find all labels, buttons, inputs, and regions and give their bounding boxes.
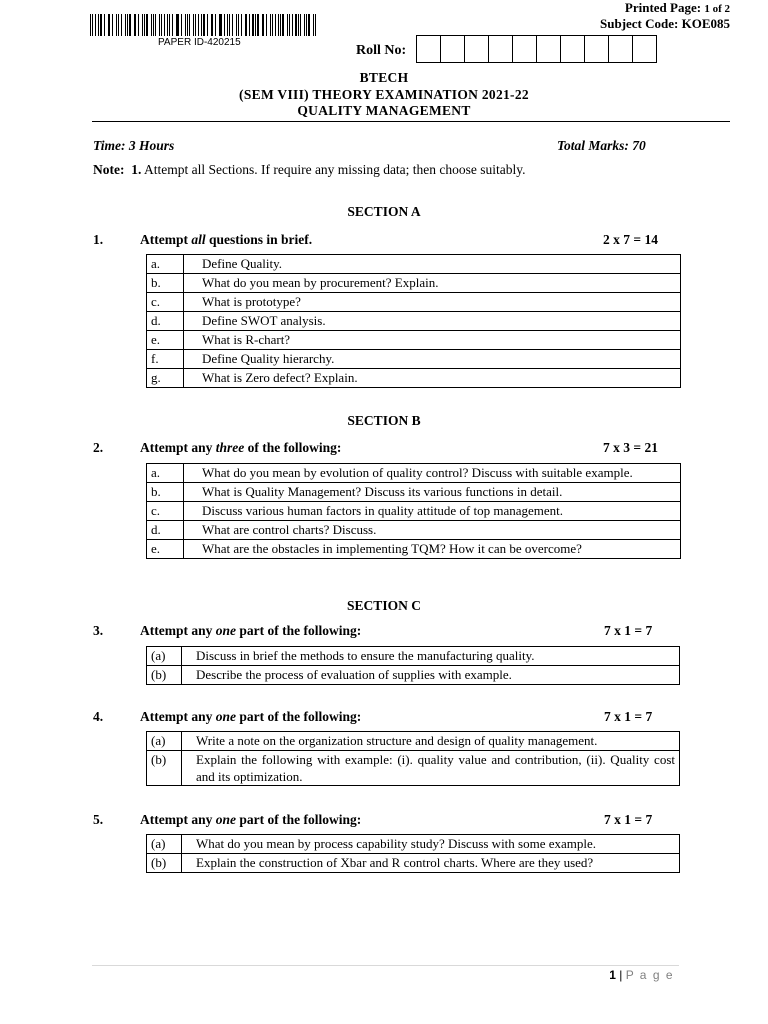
question-text: Define Quality. (184, 255, 681, 274)
question-row (147, 521, 681, 540)
question-label: f. (147, 350, 184, 369)
question-3-table (146, 646, 680, 685)
barcode-bar (100, 14, 102, 36)
barcode-bar (193, 14, 194, 36)
barcode-bar (142, 14, 143, 36)
note-label: Note: (93, 162, 125, 177)
question-text: What is Zero defect? Explain. (184, 369, 681, 388)
question-marks: 7 x 1 = 7 (604, 623, 653, 638)
barcode-bar (109, 14, 110, 36)
barcode-bar (198, 14, 199, 36)
barcode-bar (138, 14, 139, 36)
question-row (147, 293, 681, 312)
question-label: b. (147, 483, 184, 502)
question-label: (a) (147, 835, 182, 854)
barcode-bar (118, 14, 119, 36)
barcode-bar (304, 14, 305, 36)
barcode-bar (189, 14, 190, 36)
question-text: What are the obstacles in implementing TQM? How it can be overcome? (184, 540, 681, 559)
section-c-title: SECTION C (347, 598, 421, 613)
barcode-bar (298, 14, 299, 36)
question-label: g. (147, 369, 184, 388)
roll-no-label: Roll No: (356, 43, 407, 58)
question-row (147, 255, 681, 274)
barcode-bar (195, 14, 196, 36)
exam-time: Time: 3 Hours (93, 138, 175, 153)
barcode-bar (177, 14, 179, 36)
instruction-post: part of the following: (236, 709, 362, 724)
question-label: a. (147, 255, 184, 274)
question-row (147, 751, 680, 786)
note (93, 162, 526, 178)
question-number: 4. (93, 709, 104, 724)
instruction-emphasis: one (215, 709, 236, 724)
question-row (147, 331, 681, 350)
subject-code: Subject Code: KOE085 (600, 16, 730, 31)
barcode-bar (300, 14, 301, 36)
section-a-table (146, 254, 681, 388)
question-label: c. (147, 502, 184, 521)
question-marks: 7 x 3 = 21 (603, 440, 658, 455)
question-text: Explain the following with example: (i). quality value and contribution, (ii). Quality cost and its optimization. (182, 751, 680, 786)
barcode-bar (249, 14, 250, 36)
barcode-bar (153, 14, 154, 36)
barcode-bar (241, 14, 242, 36)
question-instruction (140, 623, 361, 639)
barcode-bar (127, 14, 128, 36)
barcode-bar (121, 14, 123, 36)
barcode-bar (272, 14, 273, 36)
question-text: Explain the construction of Xbar and R control charts. Where are they used? (182, 854, 680, 873)
question-label: b. (147, 274, 184, 293)
title-subject: QUALITY MANAGEMENT (297, 103, 471, 118)
barcode-bar (159, 14, 160, 36)
barcode (90, 14, 318, 36)
header-divider (92, 121, 730, 122)
barcode-bar (229, 14, 231, 36)
barcode-bar (95, 14, 96, 36)
question-text: What is R-chart? (184, 331, 681, 350)
barcode-bar (215, 14, 216, 36)
question-instruction (140, 440, 341, 456)
page-number: 1 (609, 968, 616, 982)
barcode-bar (176, 14, 177, 36)
barcode-bar (211, 14, 212, 36)
barcode-bar (98, 14, 99, 36)
question-row (147, 483, 681, 502)
barcode-bar (185, 14, 186, 36)
barcode-bar (146, 14, 148, 36)
barcode-bar (125, 14, 126, 36)
roll-no-box[interactable] (513, 36, 537, 62)
barcode-bar (287, 14, 288, 36)
roll-no-box[interactable] (633, 36, 656, 62)
barcode-bar (108, 14, 109, 36)
question-number: 1. (93, 232, 104, 247)
barcode-bar (246, 14, 247, 36)
barcode-bar (207, 14, 208, 36)
question-instruction (140, 232, 312, 248)
barcode-bar (245, 14, 246, 36)
title-exam: (SEM VIII) THEORY EXAMINATION 2021-22 (239, 87, 529, 102)
question-text: What do you mean by evolution of quality control? Discuss with suitable example. (184, 464, 681, 483)
section-b-table (146, 463, 681, 559)
printed-page-label: Printed Page: (624, 0, 702, 15)
question-number: 5. (93, 812, 104, 827)
barcode-bar (187, 14, 188, 36)
roll-no-box[interactable] (489, 36, 513, 62)
roll-no-box[interactable] (465, 36, 489, 62)
instruction-pre: Attempt any (140, 709, 216, 724)
printed-page (625, 0, 730, 16)
question-label: (a) (147, 732, 182, 751)
paper-id: PAPER ID-420215 (158, 37, 241, 48)
instruction-emphasis: all (191, 232, 206, 247)
barcode-bar (262, 14, 263, 36)
instruction-emphasis: three (215, 440, 245, 455)
question-row (147, 502, 681, 521)
barcode-bar (270, 14, 271, 36)
total-marks: Total Marks: 70 (557, 138, 646, 153)
barcode-bar (236, 14, 237, 36)
barcode-bar (129, 14, 130, 36)
question-4-table (146, 731, 680, 786)
title-degree: BTECH (359, 70, 409, 85)
roll-no-box[interactable] (441, 36, 465, 62)
question-label: (b) (147, 666, 182, 685)
question-marks: 7 x 1 = 7 (604, 709, 653, 724)
barcode-bar (238, 14, 239, 36)
barcode-bar (313, 14, 314, 36)
instruction-pre: Attempt (140, 232, 192, 247)
roll-no-box[interactable] (609, 36, 633, 62)
barcode-bar (151, 14, 152, 36)
roll-no-box[interactable] (585, 36, 609, 62)
barcode-bar (224, 14, 225, 36)
barcode-bar (280, 14, 281, 36)
question-marks: 7 x 1 = 7 (604, 812, 653, 827)
question-text: What is prototype? (184, 293, 681, 312)
note-text: Attempt all Sections. If require any missing data; then choose suitably. (141, 162, 526, 177)
instruction-post: part of the following: (236, 812, 362, 827)
question-row (147, 854, 680, 873)
question-row (147, 666, 680, 685)
question-label: e. (147, 540, 184, 559)
barcode-bar (181, 14, 182, 36)
barcode-bar (116, 14, 117, 36)
question-text: What is Quality Management? Discuss its various functions in detail. (184, 483, 681, 502)
barcode-bar (134, 14, 135, 36)
barcode-bar (315, 14, 316, 36)
barcode-bar (232, 14, 233, 36)
barcode-bar (308, 14, 310, 36)
question-text: What do you mean by procurement? Explain. (184, 274, 681, 293)
question-row (147, 732, 680, 751)
question-number: 2. (93, 440, 104, 455)
question-text: What do you mean by process capability study? Discuss with some example. (182, 835, 680, 854)
footer-divider (92, 965, 679, 966)
question-row (147, 350, 681, 369)
question-row (147, 647, 680, 666)
barcode-bar (306, 14, 307, 36)
barcode-bar (112, 14, 113, 36)
barcode-bar (172, 14, 173, 36)
barcode-bar (295, 14, 296, 36)
instruction-post: questions in brief. (205, 232, 313, 247)
instruction-emphasis: one (215, 623, 236, 638)
question-text: Write a note on the organization structure and design of quality management. (182, 732, 680, 751)
question-marks: 2 x 7 = 14 (603, 232, 658, 247)
question-instruction (140, 709, 361, 725)
barcode-bar (292, 14, 293, 36)
question-row (147, 835, 680, 854)
question-label: (b) (147, 751, 182, 786)
instruction-emphasis: one (215, 812, 236, 827)
question-text: Describe the process of evaluation of supplies with example. (182, 666, 680, 685)
barcode-bar (289, 14, 290, 36)
barcode-bar (220, 14, 221, 36)
barcode-bar (257, 14, 259, 36)
roll-no-box[interactable] (537, 36, 561, 62)
barcode-bar (266, 14, 267, 36)
question-label: e. (147, 331, 184, 350)
instruction-pre: Attempt any (140, 812, 216, 827)
question-text: Discuss various human factors in quality attitude of top management. (184, 502, 681, 521)
barcode-bar (135, 14, 136, 36)
question-row (147, 274, 681, 293)
barcode-bar (144, 14, 145, 36)
barcode-bar (155, 14, 156, 36)
barcode-bar (203, 14, 205, 36)
question-text: Discuss in brief the methods to ensure the manufacturing quality. (182, 647, 680, 666)
barcode-bar (255, 14, 256, 36)
question-text: Define Quality hierarchy. (184, 350, 681, 369)
instruction-post: part of the following: (236, 623, 362, 638)
barcode-bar (275, 14, 276, 36)
question-row (147, 540, 681, 559)
question-label: (b) (147, 854, 182, 873)
barcode-bar (227, 14, 228, 36)
instruction-pre: Attempt any (140, 440, 216, 455)
question-label: d. (147, 312, 184, 331)
barcode-bar (92, 14, 93, 36)
question-label: a. (147, 464, 184, 483)
barcode-bar (90, 14, 91, 36)
section-a-title: SECTION A (347, 204, 421, 219)
barcode-bar (164, 14, 165, 36)
page-separator: | (615, 968, 626, 982)
printed-page-value: 1 of 2 (704, 3, 730, 15)
question-label: d. (147, 521, 184, 540)
barcode-bar (167, 14, 168, 36)
barcode-bar (282, 14, 284, 36)
question-5-table (146, 834, 680, 873)
question-text: Define SWOT analysis. (184, 312, 681, 331)
roll-no-box[interactable] (561, 36, 585, 62)
barcode-bar (212, 14, 213, 36)
barcode-bar (252, 14, 253, 36)
section-b-title: SECTION B (347, 413, 421, 428)
question-number: 3. (93, 623, 104, 638)
question-instruction (140, 812, 361, 828)
barcode-bar (201, 14, 202, 36)
page-footer (609, 968, 674, 982)
barcode-bar (104, 14, 105, 36)
instruction-post: of the following: (244, 440, 342, 455)
page-word: P a g e (625, 968, 674, 982)
roll-no-box[interactable] (417, 36, 441, 62)
barcode-bar (263, 14, 264, 36)
question-row (147, 312, 681, 331)
roll-no-boxes[interactable] (416, 35, 657, 63)
barcode-bar (169, 14, 170, 36)
instruction-pre: Attempt any (140, 623, 216, 638)
barcode-bar (278, 14, 279, 36)
barcode-bar (219, 14, 220, 36)
question-row (147, 464, 681, 483)
question-row (147, 369, 681, 388)
question-label: (a) (147, 647, 182, 666)
note-number: 1. (131, 162, 142, 177)
question-label: c. (147, 293, 184, 312)
question-text: What are control charts? Discuss. (184, 521, 681, 540)
barcode-bar (161, 14, 162, 36)
